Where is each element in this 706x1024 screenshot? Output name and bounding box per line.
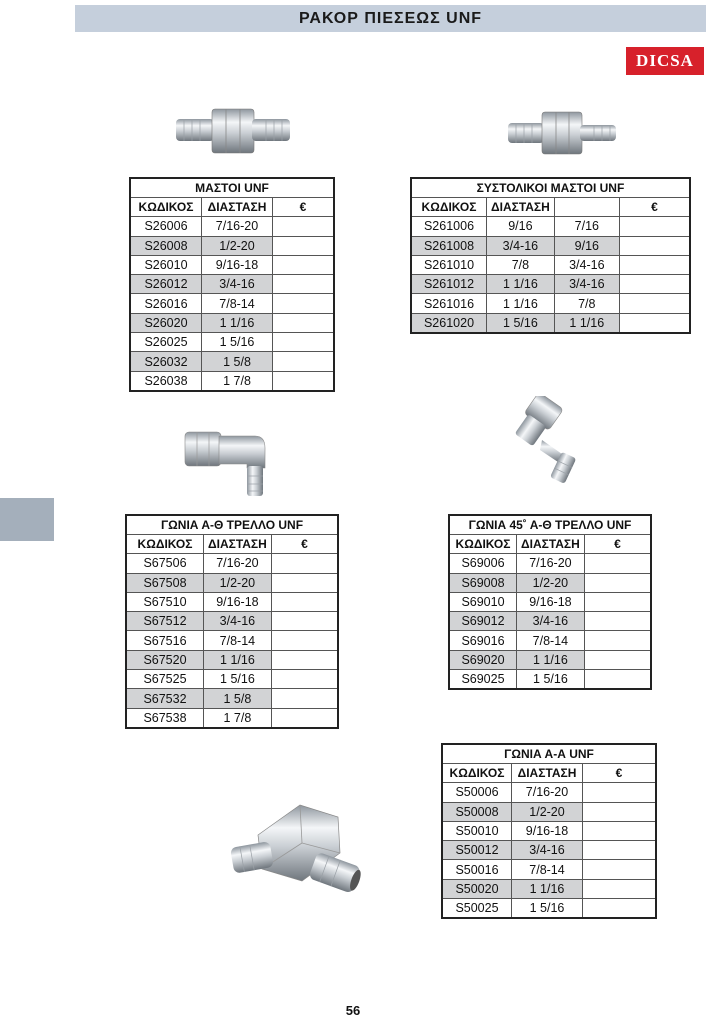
table-row: [449, 554, 651, 573]
cell-price: [583, 899, 657, 919]
cell-code: S26038: [130, 371, 202, 391]
cell-price: [273, 255, 335, 274]
cell-price: [584, 554, 651, 573]
col-header-price: €: [583, 764, 657, 783]
cell-price: [584, 592, 651, 611]
cell-code: S67512: [126, 612, 204, 631]
cell-code: S26020: [130, 313, 202, 332]
cell-size: 1 7/8: [204, 708, 272, 728]
table-caption: ΓΩΝΙΑ Α-Θ ΤΡΕΛΛΟ UNF: [126, 515, 338, 535]
cell-price: [584, 573, 651, 592]
table-row: [130, 313, 334, 332]
cell-price: [273, 294, 335, 313]
table-row: [126, 631, 338, 650]
cell-size: 7/8-14: [517, 631, 585, 650]
cell-price: [584, 612, 651, 631]
cell-code: S26032: [130, 352, 202, 371]
cell-size: 7/16-20: [512, 783, 583, 802]
col-header-size: ΔΙΑΣΤΑΣΗ: [512, 764, 583, 783]
table-row: [449, 573, 651, 592]
cell-code: S67510: [126, 592, 204, 611]
table-row: [130, 333, 334, 352]
cell-size-2: 7/16: [554, 217, 619, 236]
cell-price: [619, 217, 690, 236]
table-row: [411, 294, 690, 313]
table-row: [130, 275, 334, 294]
cell-code: S67538: [126, 708, 204, 728]
table-row: [126, 573, 338, 592]
cell-code: S50025: [442, 899, 512, 919]
cell-size: 7/8-14: [512, 860, 583, 879]
col-header-code: ΚΩΔΙΚΟΣ: [449, 535, 517, 554]
cell-size: 7/8: [487, 255, 555, 274]
cell-size: 1/2-20: [517, 573, 585, 592]
cell-code: S50012: [442, 841, 512, 860]
cell-price: [619, 294, 690, 313]
cell-size: 7/16-20: [204, 554, 272, 573]
table-row: [130, 255, 334, 274]
col-header-code: ΚΩΔΙΚΟΣ: [411, 198, 487, 217]
cell-size: 7/16-20: [517, 554, 585, 573]
cell-size: 7/16-20: [202, 217, 273, 236]
table-caption: ΣΥΣΤΟΛΙΚΟΙ ΜΑΣΤΟΙ UNF: [411, 178, 690, 198]
cell-code: S261016: [411, 294, 487, 313]
cell-size: 1/2-20: [202, 236, 273, 255]
cell-price: [271, 554, 338, 573]
col-header-price: €: [584, 535, 651, 554]
cell-code: S26025: [130, 333, 202, 352]
cell-size: 1 5/16: [202, 333, 273, 352]
cell-code: S67525: [126, 670, 204, 689]
table-row: [442, 802, 656, 821]
cell-code: S50016: [442, 860, 512, 879]
cell-code: S26006: [130, 217, 202, 236]
table-row: [130, 217, 334, 236]
cell-price: [273, 236, 335, 255]
cell-size: 1 5/16: [517, 670, 585, 690]
cell-size: 3/4-16: [487, 236, 555, 255]
elbow-90-fitting-icon: [230, 795, 370, 905]
cell-code: S26012: [130, 275, 202, 294]
cell-code: S261020: [411, 313, 487, 333]
table-row: [411, 275, 690, 294]
cell-price: [273, 371, 335, 391]
cell-size: 7/8-14: [202, 294, 273, 313]
table-row: [126, 689, 338, 708]
cell-size: 7/8-14: [204, 631, 272, 650]
table-row: [442, 821, 656, 840]
cell-size: 1 1/16: [517, 650, 585, 669]
gonia-at-table: [125, 514, 339, 729]
page-title: ΡΑΚΟΡ ΠΙΕΣΕΩΣ UNF: [298, 10, 483, 27]
cell-size: 1 1/16: [202, 313, 273, 332]
col-header-size: ΔΙΑΣΤΑΣΗ: [202, 198, 273, 217]
cell-size: 1 7/8: [202, 371, 273, 391]
table-row: [126, 592, 338, 611]
cell-size: 3/4-16: [512, 841, 583, 860]
table-caption: ΜΑΣΤΟΙ UNF: [130, 178, 334, 198]
cell-price: [273, 275, 335, 294]
table-row: [411, 255, 690, 274]
table-row: [126, 650, 338, 669]
cell-size: 1 5/16: [204, 670, 272, 689]
table-row: [442, 783, 656, 802]
cell-size: 3/4-16: [204, 612, 272, 631]
col-header-code: ΚΩΔΙΚΟΣ: [130, 198, 202, 217]
cell-price: [271, 708, 338, 728]
page-number: 56: [345, 1003, 361, 1018]
gonia-45-table: [448, 514, 652, 690]
cell-size: 1/2-20: [204, 573, 272, 592]
table-row: [126, 554, 338, 573]
brand-logo: [626, 47, 704, 75]
cell-size: 3/4-16: [202, 275, 273, 294]
side-tab: [0, 498, 54, 541]
cell-size-2: 3/4-16: [554, 255, 619, 274]
cell-price: [273, 333, 335, 352]
cell-code: S26016: [130, 294, 202, 313]
cell-code: S261012: [411, 275, 487, 294]
cell-price: [271, 631, 338, 650]
cell-code: S69025: [449, 670, 517, 690]
table-row: [449, 670, 651, 690]
cell-price: [619, 236, 690, 255]
cell-code: S69016: [449, 631, 517, 650]
gonia-aa-table: [441, 743, 657, 919]
cell-size: 3/4-16: [517, 612, 585, 631]
cell-code: S69012: [449, 612, 517, 631]
table-caption: ΓΩΝΙΑ Α-Α UNF: [442, 744, 656, 764]
cell-size: 1 1/16: [487, 294, 555, 313]
table-row: [449, 592, 651, 611]
table-row: [449, 650, 651, 669]
cell-size: 1 5/8: [204, 689, 272, 708]
cell-size: 9/16-18: [517, 592, 585, 611]
cell-code: S50010: [442, 821, 512, 840]
mastoi-table: [129, 177, 335, 392]
cell-size: 1 1/16: [512, 879, 583, 898]
cell-code: S67520: [126, 650, 204, 669]
col-header-price: €: [271, 535, 338, 554]
cell-code: S67532: [126, 689, 204, 708]
cell-code: S69008: [449, 573, 517, 592]
cell-code: S67506: [126, 554, 204, 573]
table-row: [442, 879, 656, 898]
cell-price: [619, 313, 690, 333]
table-row: [130, 352, 334, 371]
cell-size: 1 5/8: [202, 352, 273, 371]
brand-logo-text: DICSA: [636, 51, 694, 70]
cell-size-2: 1 1/16: [554, 313, 619, 333]
cell-price: [583, 879, 657, 898]
cell-size: 9/16-18: [202, 255, 273, 274]
table-row: [442, 841, 656, 860]
cell-code: S26008: [130, 236, 202, 255]
col-header-size: ΔΙΑΣΤΑΣΗ: [204, 535, 272, 554]
cell-code: S261006: [411, 217, 487, 236]
cell-price: [583, 821, 657, 840]
cell-size: 9/16-18: [204, 592, 272, 611]
table-caption: ΓΩΝΙΑ 45˚ Α-Θ ΤΡΕΛΛΟ UNF: [449, 515, 651, 535]
straight-union-fitting-icon: [174, 105, 292, 157]
cell-price: [619, 275, 690, 294]
cell-price: [271, 612, 338, 631]
col-header-code: ΚΩΔΙΚΟΣ: [126, 535, 204, 554]
table-row: [126, 670, 338, 689]
cell-price: [271, 670, 338, 689]
cell-size-2: 9/16: [554, 236, 619, 255]
table-row: [449, 612, 651, 631]
cell-code: S50008: [442, 802, 512, 821]
cell-code: S69010: [449, 592, 517, 611]
cell-price: [584, 650, 651, 669]
col-header-price: €: [273, 198, 335, 217]
elbow-45-swivel-fitting-icon: [512, 396, 587, 486]
table-row: [411, 313, 690, 333]
table-row: [126, 612, 338, 631]
reducing-union-fitting-icon: [506, 108, 618, 158]
cell-size: 1 5/16: [512, 899, 583, 919]
cell-size: 9/16-18: [512, 821, 583, 840]
table-row: [442, 899, 656, 919]
col-header-size: ΔΙΑΣΤΑΣΗ: [487, 198, 555, 217]
cell-size: 1 1/16: [487, 275, 555, 294]
cell-size: 1/2-20: [512, 802, 583, 821]
cell-code: S69006: [449, 554, 517, 573]
col-header-size: ΔΙΑΣΤΑΣΗ: [517, 535, 585, 554]
cell-code: S50006: [442, 783, 512, 802]
systolikoi-table: [410, 177, 691, 334]
cell-price: [584, 670, 651, 690]
cell-price: [271, 592, 338, 611]
cell-price: [584, 631, 651, 650]
cell-price: [271, 689, 338, 708]
cell-size: 9/16: [487, 217, 555, 236]
elbow-swivel-fitting-icon: [183, 424, 275, 504]
table-row: [130, 294, 334, 313]
table-row: [411, 236, 690, 255]
cell-price: [271, 650, 338, 669]
cell-price: [583, 802, 657, 821]
table-row: [449, 631, 651, 650]
cell-price: [583, 841, 657, 860]
cell-code: S261010: [411, 255, 487, 274]
cell-code: S50020: [442, 879, 512, 898]
cell-code: S67508: [126, 573, 204, 592]
cell-size: 1 1/16: [204, 650, 272, 669]
cell-size-2: 3/4-16: [554, 275, 619, 294]
table-row: [442, 860, 656, 879]
table-row: [130, 236, 334, 255]
col-header-code: ΚΩΔΙΚΟΣ: [442, 764, 512, 783]
cell-price: [273, 217, 335, 236]
cell-price: [583, 860, 657, 879]
cell-price: [619, 255, 690, 274]
col-header-size-2: [554, 198, 619, 217]
cell-price: [273, 352, 335, 371]
table-row: [126, 708, 338, 728]
cell-price: [271, 573, 338, 592]
cell-size-2: 7/8: [554, 294, 619, 313]
cell-code: S26010: [130, 255, 202, 274]
cell-code: S69020: [449, 650, 517, 669]
cell-price: [583, 783, 657, 802]
cell-code: S67516: [126, 631, 204, 650]
col-header-price: €: [619, 198, 690, 217]
table-row: [130, 371, 334, 391]
cell-code: S261008: [411, 236, 487, 255]
cell-size: 1 5/16: [487, 313, 555, 333]
table-row: [411, 217, 690, 236]
cell-price: [273, 313, 335, 332]
